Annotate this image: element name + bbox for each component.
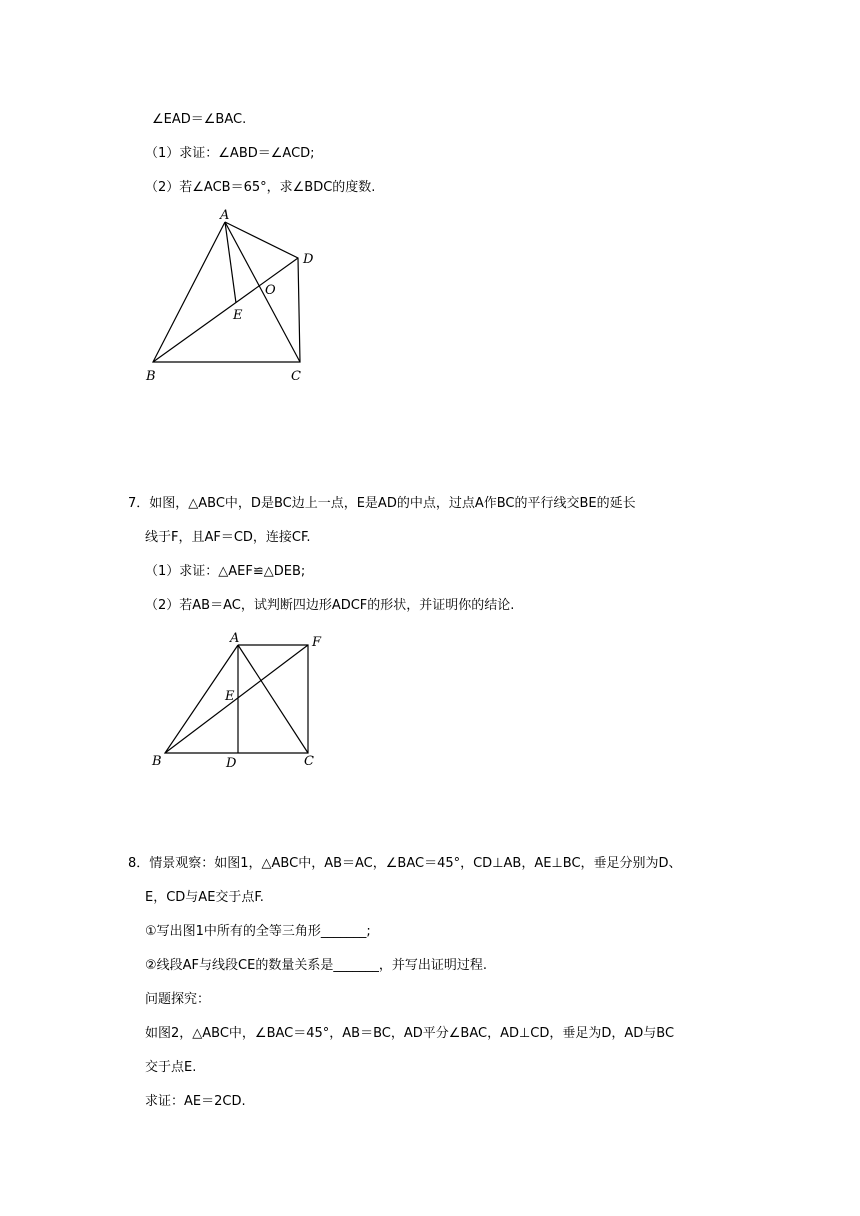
q6-segment-BD <box>153 258 298 362</box>
q7-segment-BF <box>165 645 308 753</box>
q8-line1: 8．情景观察：如图1，△ABC中，AB＝AC，∠BAC＝45°，CD⊥AB，AE⊥BC，垂足分别为D、 <box>128 856 682 871</box>
q7-label-D: D <box>226 756 237 771</box>
q8-line3: 如图2，△ABC中，∠BAC＝45°，AB＝BC，AD平分∠BAC，AD⊥CD，垂足为D，AD与BC <box>145 1026 675 1041</box>
q8-line4: 交于点E. <box>145 1060 197 1075</box>
q7-part2: （2）若AB＝AC，试判断四边形ADCF的形状，并证明你的结论. <box>145 598 515 613</box>
q7-segment-AC <box>238 645 308 753</box>
q7-label-E: E <box>225 689 235 704</box>
q6-label-D: D <box>303 252 314 267</box>
q7-outline-AFCB <box>165 645 308 753</box>
q7-part1: （1）求证：△AEF≌△DEB; <box>145 564 306 579</box>
q7-line2: 线于F，且AF＝CD，连接CF. <box>145 530 311 545</box>
q6-part2: （2）若∠ACB＝65°，求∠BDC的度数. <box>145 180 376 195</box>
q8-line5: 求证：AE＝2CD. <box>145 1094 246 1109</box>
q6-continuation: ∠EAD＝∠BAC. <box>152 112 247 127</box>
q7-label-B: B <box>152 754 162 769</box>
q6-label-E: E <box>233 308 243 323</box>
q8-heading: 问题探究： <box>145 992 211 1007</box>
q6-part1: （1）求证：∠ABD＝∠ACD; <box>145 146 315 161</box>
q8-sub1: ①写出图1中所有的全等三角形_______; <box>145 924 371 939</box>
q8-sub2: ②线段AF与线段CE的数量关系是_______，并写出证明过程. <box>145 958 487 973</box>
q7-label-F: F <box>312 635 322 650</box>
q6-label-A: A <box>220 208 230 223</box>
q6-label-O: O <box>265 283 276 298</box>
q6-segment-AE <box>225 222 236 303</box>
q8-line2: E，CD与AE交于点F. <box>145 890 264 905</box>
q7-label-A: A <box>230 631 240 646</box>
q7-label-C: C <box>304 754 314 769</box>
q6-label-B: B <box>146 369 156 384</box>
q6-quadrilateral-ABCD <box>153 222 300 362</box>
q6-diagonal-AC <box>225 222 300 362</box>
q7-line1: 7．如图，△ABC中，D是BC边上一点，E是AD的中点，过点A作BC的平行线交BE的延长 <box>128 496 636 511</box>
q6-label-C: C <box>291 369 301 384</box>
